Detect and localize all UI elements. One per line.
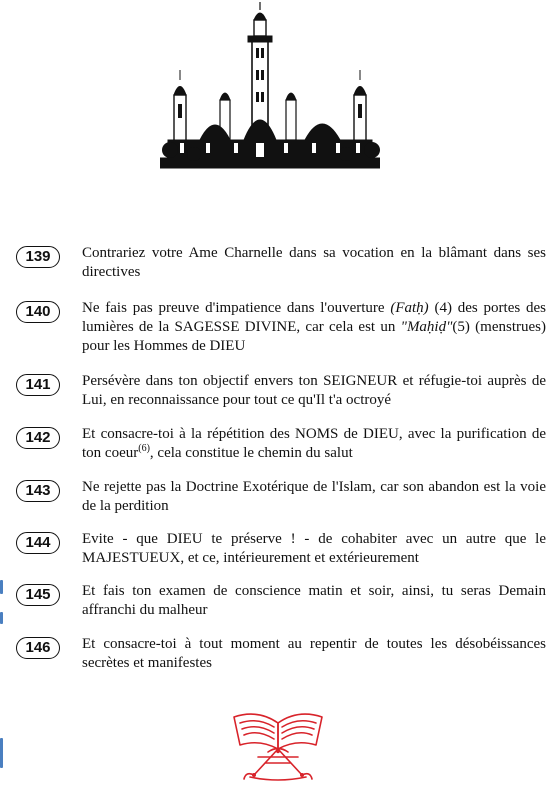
maxim-text: Et consacre-toi à tout moment au repentir de toutes les désobéissances secrètes et manifestes: [82, 636, 546, 671]
maxim-item: [16, 582, 546, 635]
maxim-text: Evite - que DIEU te préserve ! - de cohabiter avec un autre que le MAJESTUEUX, et ce, intérieurement et extérieurement: [82, 531, 546, 566]
maxim-text: Persévère dans ton objectif envers ton SEIGNEUR et réfugie-toi auprès de Lui, en reconnaissance pour tout ce qu'Il t'a octroyé: [82, 373, 546, 408]
maxim-text: Contrariez votre Ame Charnelle dans sa vocation en la blâmant dans ses directives: [82, 245, 546, 280]
maxim-text: Ne fais pas preuve d'impatience dans l'ouverture (Fatḥ) (4) des portes des lumières de la SAGESSE DIVINE, car cela est un "Maḥiḍ"(5) (menstrues) pour les Hommes de DIEU: [82, 300, 547, 354]
maxim-number-badge: 139: [16, 246, 60, 268]
mosque-illustration: [160, 0, 380, 185]
maxim-number-badge: 140: [16, 301, 60, 323]
maxim-text: Ne rejette pas la Doctrine Exotérique de l'Islam, car son abandon est la voie de la perdition: [82, 479, 546, 514]
maxim-item: [16, 244, 546, 299]
scan-edge-mark: [0, 738, 3, 768]
scan-edge-mark: [0, 580, 3, 594]
maxim-number-badge: 143: [16, 480, 60, 502]
maxim-item: [16, 425, 546, 478]
maxim-text: Et consacre-toi à la répétition des NOMS de DIEU, avec la purification de ton coeur$^{(6)}$, cela constitue le chemin du salut: [82, 426, 546, 461]
maxim-number-badge: 142: [16, 427, 60, 449]
maxim-text: Et fais ton examen de conscience matin et soir, ainsi, tu seras Demain affranchi du malheur: [82, 583, 546, 618]
maxim-item: [16, 299, 546, 372]
maxim-item: [16, 478, 546, 530]
maxim-number-badge: 144: [16, 532, 60, 554]
quran-on-stand-ornament: [228, 705, 328, 783]
maxim-number-badge: 145: [16, 584, 60, 606]
maxim-number-badge: 141: [16, 374, 60, 396]
scan-edge-mark: [0, 612, 3, 624]
maxims-list: [16, 244, 546, 685]
maxim-number-badge: 146: [16, 637, 60, 659]
maxim-item: [16, 530, 546, 582]
maxim-item: [16, 635, 546, 685]
maxim-item: [16, 372, 546, 425]
